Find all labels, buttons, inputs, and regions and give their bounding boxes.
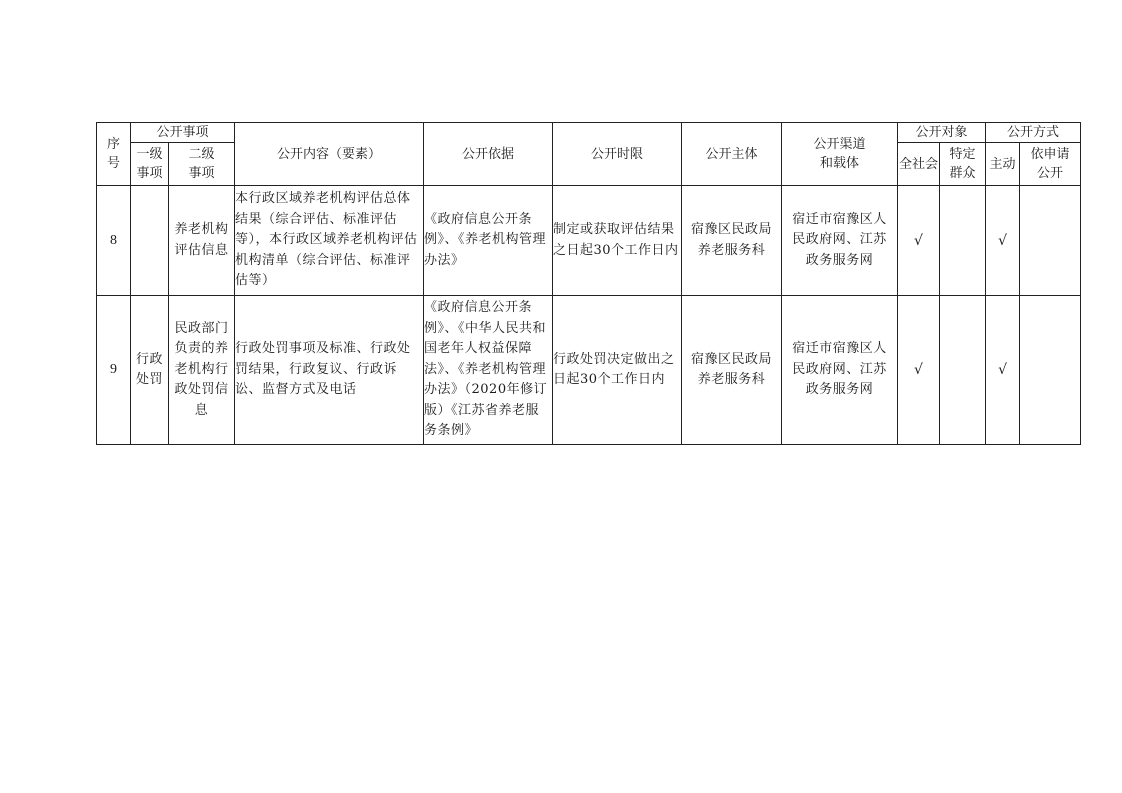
row-time-limit: 行政处罚决定做出之日起30个工作日内: [553, 296, 682, 445]
header-seq: 序 号: [97, 123, 131, 186]
row-level1: 行政 处罚: [131, 296, 169, 445]
row-active-check: √: [986, 186, 1020, 296]
header-target-group: 公开对象: [898, 123, 986, 143]
disclosure-table: [96, 122, 1081, 445]
row-specific-group: [940, 186, 986, 296]
row-seq: 9: [97, 296, 131, 445]
row-time-limit: 制定或获取评估结果之日起30个工作日内: [553, 186, 682, 296]
header-specific-group: 特定 群众: [940, 143, 986, 186]
header-active: 主动: [986, 143, 1020, 186]
header-row-1: [97, 123, 1081, 143]
table-body: [97, 186, 1081, 445]
row-content: 本行政区域养老机构评估总体结果（综合评估、标准评估等），本行政区域养老机构评估机构清单（综合评估、标准评估等）: [235, 186, 424, 296]
header-whole-society: 全社会: [898, 143, 940, 186]
row-basis: 《政府信息公开条例》、《中华人民共和国老年人权益保障法》、《养老机构管理办法》（2020年修订版）《江苏省养老服务条例》: [424, 296, 553, 445]
header-content: 公开内容（要素）: [235, 123, 424, 186]
row-subject: 宿豫区民政局 养老服务科: [682, 296, 782, 445]
row-whole-society-check: √: [898, 296, 940, 445]
table-row: [97, 296, 1081, 445]
table-row: [97, 186, 1081, 296]
header-items-group: 公开事项: [131, 123, 235, 143]
row-basis: 《政府信息公开条例》、《养老机构管理办法》: [424, 186, 553, 296]
row-on-request: [1020, 186, 1081, 296]
row-channel: 宿迁市宿豫区人民政府网、江苏政务服务网: [782, 296, 898, 445]
row-content: 行政处罚事项及标准、行政处罚结果，行政复议、行政诉讼、监督方式及电话: [235, 296, 424, 445]
header-subject: 公开主体: [682, 123, 782, 186]
row-channel: 宿迁市宿豫区人民政府网、江苏政务服务网: [782, 186, 898, 296]
header-level2: 二级 事项: [169, 143, 235, 186]
row-whole-society-check: √: [898, 186, 940, 296]
header-time-limit: 公开时限: [553, 123, 682, 186]
row-subject: 宿豫区民政局 养老服务科: [682, 186, 782, 296]
row-active-check: √: [986, 296, 1020, 445]
header-channel: 公开渠道 和载体: [782, 123, 898, 186]
row-level2: 养老机构 评估信息: [169, 186, 235, 296]
row-level2: 民政部门负责的养老机构行政处罚信息: [169, 296, 235, 445]
header-on-request: 依申请 公开: [1020, 143, 1081, 186]
header-method-group: 公开方式: [986, 123, 1081, 143]
row-seq: 8: [97, 186, 131, 296]
row-level1: [131, 186, 169, 296]
row-specific-group: [940, 296, 986, 445]
row-on-request: [1020, 296, 1081, 445]
header-basis: 公开依据: [424, 123, 553, 186]
table-header: [97, 123, 1081, 186]
header-level1: 一级 事项: [131, 143, 169, 186]
